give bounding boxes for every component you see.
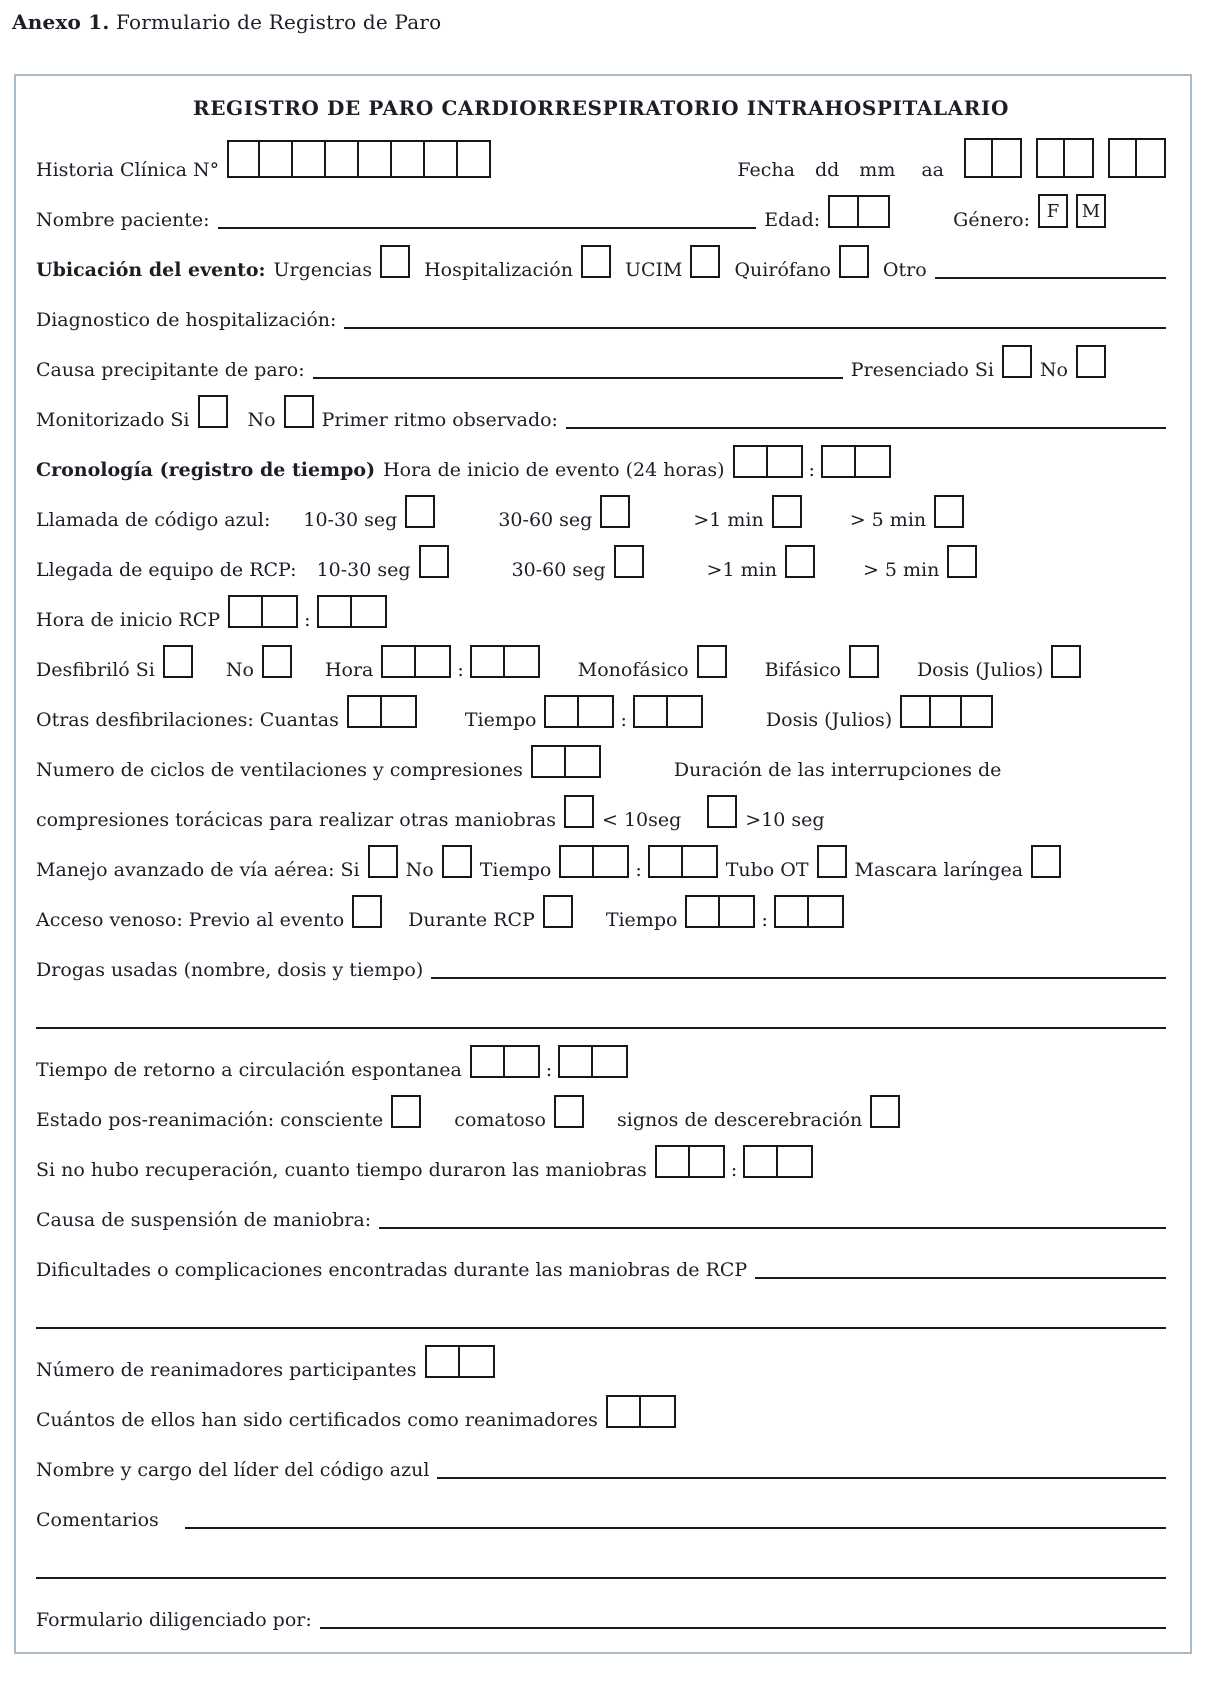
diagnostico-field[interactable]	[344, 307, 1166, 329]
time-colon: :	[304, 609, 311, 632]
llamada-10-30-label: 10-30 seg	[303, 509, 398, 532]
otro-label: Otro	[882, 259, 927, 282]
row-no-recuperacion	[36, 1132, 1166, 1182]
nombre-paciente-label: Nombre paciente:	[36, 209, 210, 232]
historia-clinica-cells	[227, 140, 491, 178]
cronologia-label: Cronología (registro de tiempo)	[36, 459, 376, 482]
no-recuperacion-hh-cells	[655, 1145, 725, 1178]
checkbox-presenciado-no[interactable]	[1076, 345, 1106, 378]
otras-dosis-cells	[900, 695, 993, 728]
time-colon: :	[457, 659, 464, 682]
time-colon: :	[620, 709, 627, 732]
checkbox-llegada-30-60[interactable]	[614, 545, 644, 578]
otras-desfibrilaciones-label: Otras desfibrilaciones: Cuantas	[36, 709, 339, 732]
genero-label: Género:	[953, 209, 1030, 232]
checkbox-ucim[interactable]	[690, 245, 720, 278]
checkbox-hospitalizacion[interactable]	[581, 245, 611, 278]
cell[interactable]	[828, 195, 859, 228]
annex-number: Anexo 1.	[12, 10, 110, 34]
retorno-hh-cells	[470, 1045, 540, 1078]
cell[interactable]	[458, 140, 491, 178]
cell[interactable]	[993, 138, 1022, 178]
dosis-julios-label: Dosis (Julios)	[916, 659, 1044, 682]
cell[interactable]	[690, 1145, 725, 1178]
hora-inicio-rcp-label: Hora de inicio RCP	[36, 609, 221, 632]
descerebracion-label: signos de descerebración	[617, 1109, 863, 1132]
cell[interactable]	[1137, 138, 1166, 178]
cell[interactable]	[359, 140, 392, 178]
cell[interactable]	[566, 745, 601, 778]
cell[interactable]	[326, 140, 359, 178]
cell[interactable]	[559, 845, 594, 878]
checkbox-llegada-5min[interactable]	[947, 545, 977, 578]
acceso-tiempo-mm-cells	[774, 895, 844, 928]
drogas-usadas-label: Drogas usadas (nombre, dosis y tiempo)	[36, 959, 424, 982]
time-colon: :	[730, 1159, 738, 1182]
row-causa-precipitante	[36, 332, 1166, 382]
monitorizado-si-label: Monitorizado Si	[36, 409, 190, 432]
cell[interactable]	[655, 1145, 690, 1178]
mas-10seg-label: >10 seg	[745, 809, 825, 832]
row-historia-fecha	[36, 132, 1166, 182]
otras-tiempo-mm-cells	[633, 695, 703, 728]
hora-inicio-evento-hh-cells	[733, 445, 803, 478]
drogas-usadas-field-line2[interactable]	[36, 1007, 1166, 1029]
cell[interactable]	[856, 445, 891, 478]
row-certificados	[36, 1382, 1166, 1432]
numero-ciclos-cells	[531, 745, 601, 778]
cell[interactable]	[531, 745, 566, 778]
otras-dosis-label: Dosis (Julios)	[765, 709, 893, 732]
presenciado-si-label: Presenciado Si	[850, 359, 994, 382]
checkbox-presenciado-si[interactable]	[1002, 345, 1032, 378]
cell[interactable]	[964, 138, 993, 178]
cell[interactable]	[774, 895, 809, 928]
row-desfibrilo	[36, 632, 1166, 682]
cell[interactable]	[648, 845, 683, 878]
dificultades-field[interactable]	[755, 1257, 1166, 1279]
row-estado-pos-reanimacion	[36, 1082, 1166, 1132]
fecha-dd-label: dd	[814, 159, 840, 182]
llegada-5min-label: > 5 min	[862, 559, 940, 582]
checkbox-dosis-julios[interactable]	[1051, 645, 1081, 678]
cell[interactable]	[641, 1395, 676, 1428]
dificultades-field-line2[interactable]	[36, 1307, 1166, 1329]
durante-rcp-label: Durante RCP	[408, 909, 535, 932]
checkbox-previo-evento[interactable]	[352, 895, 382, 928]
causa-precipitante-field[interactable]	[313, 357, 843, 379]
row-drogas-continuacion	[36, 982, 1166, 1032]
cell[interactable]	[859, 195, 890, 228]
estado-consciente-label: Estado pos-reanimación: consciente	[36, 1109, 384, 1132]
row-monitorizado	[36, 382, 1166, 432]
nombre-paciente-field[interactable]	[218, 207, 757, 229]
desfibrilo-hora-mm-cells	[470, 645, 540, 678]
tubo-ot-label: Tubo OT	[725, 859, 809, 882]
llegada-1min-label: >1 min	[706, 559, 777, 582]
row-comentarios	[36, 1482, 1166, 1532]
cell[interactable]	[352, 595, 387, 628]
form-box	[14, 74, 1192, 1654]
checkbox-monitorizado-si[interactable]	[198, 395, 228, 428]
llegada-10-30-label: 10-30 seg	[316, 559, 411, 582]
certificados-label: Cuántos de ellos han sido certificados como reanimadores	[36, 1409, 598, 1432]
cell[interactable]	[931, 695, 962, 728]
cell[interactable]	[260, 140, 293, 178]
retorno-circulacion-label: Tiempo de retorno a circulación espontanea	[36, 1059, 462, 1082]
diligenciado-label: Formulario diligenciado por:	[36, 1609, 312, 1632]
genero-f-box[interactable]: F	[1038, 194, 1068, 228]
numero-reanimadores-label: Número de reanimadores participantes	[36, 1359, 417, 1382]
acceso-tiempo-hh-cells	[685, 895, 755, 928]
monitorizado-no-label: No	[247, 409, 276, 432]
form-title: REGISTRO DE PARO CARDIORRESPIRATORIO INTRAHOSPITALARIO	[192, 96, 1009, 120]
menos-10seg-label: < 10seg	[602, 809, 682, 832]
fecha-aa-label: aa	[921, 159, 944, 182]
via-aerea-tiempo-mm-cells	[648, 845, 718, 878]
cell[interactable]	[425, 1345, 460, 1378]
historia-clinica-label: Historia Clínica N°	[36, 159, 220, 182]
cell[interactable]	[633, 695, 668, 728]
cell[interactable]	[685, 895, 720, 928]
mascara-laringea-label: Mascara laríngea	[854, 859, 1024, 882]
comentarios-label: Comentarios	[36, 1509, 159, 1532]
via-aerea-si-label: Manejo avanzado de vía aérea: Si	[36, 859, 360, 882]
cell[interactable]	[768, 445, 803, 478]
no-recuperacion-label: Si no hubo recuperación, cuanto tiempo duraron las maniobras	[36, 1159, 647, 1182]
urgencias-label: Urgencias	[273, 259, 373, 282]
annex-heading	[0, 0, 1225, 34]
dificultades-label: Dificultades o complicaciones encontradas durante las maniobras de RCP	[36, 1259, 748, 1282]
row-causa-suspension	[36, 1182, 1166, 1232]
numero-ciclos-label: Numero de ciclos de ventilaciones y compresiones	[36, 759, 523, 782]
checkbox-desfibrilo-no[interactable]	[262, 645, 292, 678]
time-colon: :	[635, 859, 642, 882]
cell[interactable]	[962, 695, 993, 728]
checkbox-llegada-1min[interactable]	[785, 545, 815, 578]
cell[interactable]	[347, 695, 382, 728]
annex-title: Formulario de Registro de Paro	[109, 10, 442, 34]
cell[interactable]	[381, 645, 416, 678]
hospitalizacion-label: Hospitalización	[424, 259, 573, 282]
row-acceso-venoso	[36, 882, 1166, 932]
checkbox-bifasico[interactable]	[849, 645, 879, 678]
compresiones-toracicas-label: compresiones torácicas para realizar otras maniobras	[36, 809, 556, 832]
checkbox-llamada-10-30[interactable]	[405, 495, 435, 528]
cell[interactable]	[733, 445, 768, 478]
comentarios-field-line2[interactable]	[36, 1557, 1166, 1579]
cell[interactable]	[1065, 138, 1094, 178]
row-hora-inicio-rcp	[36, 582, 1166, 632]
row-drogas-usadas	[36, 932, 1166, 982]
cell[interactable]	[778, 1145, 813, 1178]
cell[interactable]	[470, 645, 505, 678]
cell[interactable]	[594, 845, 629, 878]
checkbox-urgencias[interactable]	[380, 245, 410, 278]
hora-rcp-hh-cells	[228, 595, 298, 628]
row-lider-codigo-azul	[36, 1432, 1166, 1482]
genero-m-box[interactable]: M	[1076, 194, 1106, 228]
numero-reanimadores-cells	[425, 1345, 495, 1378]
hora-inicio-evento-mm-cells	[821, 445, 891, 478]
cell[interactable]	[558, 1045, 593, 1078]
checkbox-monitorizado-no[interactable]	[284, 395, 314, 428]
cuantas-cells	[347, 695, 417, 728]
hora-rcp-mm-cells	[317, 595, 387, 628]
checkbox-via-aerea-no[interactable]	[442, 845, 472, 878]
no-recuperacion-mm-cells	[743, 1145, 813, 1178]
via-aerea-tiempo-label: Tiempo	[479, 859, 552, 882]
row-llegada-rcp	[36, 532, 1166, 582]
checkbox-quirofano[interactable]	[839, 245, 869, 278]
checkbox-tubo-ot[interactable]	[817, 845, 847, 878]
cell[interactable]	[293, 140, 326, 178]
row-dificultades	[36, 1232, 1166, 1282]
ubicacion-label: Ubicación del evento:	[36, 259, 266, 282]
monofasico-label: Monofásico	[577, 659, 689, 682]
via-aerea-tiempo-hh-cells	[559, 845, 629, 878]
row-diagnostico	[36, 282, 1166, 332]
cell[interactable]	[470, 1045, 505, 1078]
drogas-usadas-field[interactable]	[431, 957, 1166, 979]
fecha-label: Fecha	[737, 159, 795, 182]
cell[interactable]	[460, 1345, 495, 1378]
checkbox-llegada-10-30[interactable]	[419, 545, 449, 578]
row-via-aerea	[36, 832, 1166, 882]
cell[interactable]	[668, 695, 703, 728]
retorno-mm-cells	[558, 1045, 628, 1078]
cell[interactable]	[392, 140, 425, 178]
cell[interactable]	[227, 140, 260, 178]
cell[interactable]	[606, 1395, 641, 1428]
checkbox-mas-10seg[interactable]	[707, 795, 737, 828]
checkbox-descerebracion[interactable]	[870, 1095, 900, 1128]
ucim-label: UCIM	[624, 259, 683, 282]
primer-ritmo-field[interactable]	[566, 407, 1166, 429]
checkbox-durante-rcp[interactable]	[543, 895, 573, 928]
row-numero-ciclos	[36, 732, 1166, 782]
bifasico-label: Bifásico	[764, 659, 841, 682]
llamada-label: Llamada de código azul:	[36, 509, 271, 532]
fecha-mm-cells	[1036, 138, 1094, 178]
checkbox-llamada-30-60[interactable]	[600, 495, 630, 528]
row-compresiones-toracicas	[36, 782, 1166, 832]
llamada-1min-label: >1 min	[693, 509, 764, 532]
cell[interactable]	[544, 695, 579, 728]
diligenciado-field[interactable]	[320, 1607, 1166, 1629]
cell[interactable]	[382, 695, 417, 728]
row-otras-desfibrilaciones	[36, 682, 1166, 732]
checkbox-consciente[interactable]	[391, 1095, 421, 1128]
cell[interactable]	[809, 895, 844, 928]
cell[interactable]	[228, 595, 263, 628]
cell[interactable]	[720, 895, 755, 928]
cell[interactable]	[579, 695, 614, 728]
acceso-tiempo-label: Tiempo	[605, 909, 678, 932]
quirofano-label: Quirófano	[734, 259, 831, 282]
causa-precipitante-label: Causa precipitante de paro:	[36, 359, 305, 382]
time-colon: :	[808, 459, 815, 482]
duracion-interrupciones-label: Duración de las interrupciones de	[673, 759, 1002, 782]
cell[interactable]	[900, 695, 931, 728]
causa-suspension-field[interactable]	[379, 1207, 1166, 1229]
cell[interactable]	[505, 1045, 540, 1078]
cell[interactable]	[505, 645, 540, 678]
fecha-mm-label: mm	[859, 159, 896, 182]
hora-inicio-evento-label: Hora de inicio de evento (24 horas)	[383, 459, 725, 482]
desfibrilo-hora-hh-cells	[381, 645, 451, 678]
fecha-aa-cells	[1108, 138, 1166, 178]
cell[interactable]	[1036, 138, 1065, 178]
desfibrilo-si-label: Desfibriló Si	[36, 659, 155, 682]
row-ubicacion	[36, 232, 1166, 282]
cell[interactable]	[593, 1045, 628, 1078]
otras-tiempo-hh-cells	[544, 695, 614, 728]
lider-label: Nombre y cargo del líder del código azul	[36, 1459, 430, 1482]
otras-tiempo-label: Tiempo	[464, 709, 537, 732]
row-retorno-circulacion	[36, 1032, 1166, 1082]
row-comentarios-continuacion	[36, 1532, 1166, 1582]
primer-ritmo-label: Primer ritmo observado:	[321, 409, 558, 432]
row-dificultades-continuacion	[36, 1282, 1166, 1332]
via-aerea-no-label: No	[405, 859, 434, 882]
checkbox-desfibrilo-si[interactable]	[163, 645, 193, 678]
certificados-cells	[606, 1395, 676, 1428]
lider-field[interactable]	[437, 1457, 1166, 1479]
checkbox-mascara-laringea[interactable]	[1031, 845, 1061, 878]
cell[interactable]	[743, 1145, 778, 1178]
row-diligenciado	[36, 1582, 1166, 1632]
comentarios-field[interactable]	[185, 1507, 1166, 1529]
desfibrilo-hora-label: Hora	[324, 659, 374, 682]
comatoso-label: comatoso	[454, 1109, 546, 1132]
otro-field[interactable]	[935, 257, 1166, 279]
fecha-dd-cells	[964, 138, 1022, 178]
checkbox-menos-10seg[interactable]	[564, 795, 594, 828]
time-colon: :	[545, 1059, 553, 1082]
row-llamada-codigo-azul	[36, 482, 1166, 532]
edad-label: Edad:	[764, 209, 821, 232]
cell[interactable]	[317, 595, 352, 628]
checkbox-comatoso[interactable]	[554, 1095, 584, 1128]
checkbox-llamada-5min[interactable]	[934, 495, 964, 528]
diagnostico-label: Diagnostico de hospitalización:	[36, 309, 337, 332]
row-cronologia	[36, 432, 1166, 482]
cell[interactable]	[263, 595, 298, 628]
llamada-5min-label: > 5 min	[849, 509, 927, 532]
time-colon: :	[761, 909, 768, 932]
cell[interactable]	[683, 845, 718, 878]
row-numero-reanimadores	[36, 1332, 1166, 1382]
cell[interactable]	[425, 140, 458, 178]
cell[interactable]	[416, 645, 451, 678]
acceso-venoso-previo-label: Acceso venoso: Previo al evento	[36, 909, 345, 932]
row-nombre-edad-genero	[36, 182, 1166, 232]
desfibrilo-no-label: No	[225, 659, 254, 682]
llegada-label: Llegada de equipo de RCP:	[36, 559, 297, 582]
edad-cells	[828, 195, 890, 228]
checkbox-via-aerea-si[interactable]	[368, 845, 398, 878]
presenciado-no-label: No	[1039, 359, 1068, 382]
llamada-30-60-label: 30-60 seg	[498, 509, 593, 532]
checkbox-monofasico[interactable]	[697, 645, 727, 678]
causa-suspension-label: Causa de suspensión de maniobra:	[36, 1209, 372, 1232]
cell[interactable]	[1108, 138, 1137, 178]
checkbox-llamada-1min[interactable]	[772, 495, 802, 528]
llegada-30-60-label: 30-60 seg	[511, 559, 606, 582]
cell[interactable]	[821, 445, 856, 478]
